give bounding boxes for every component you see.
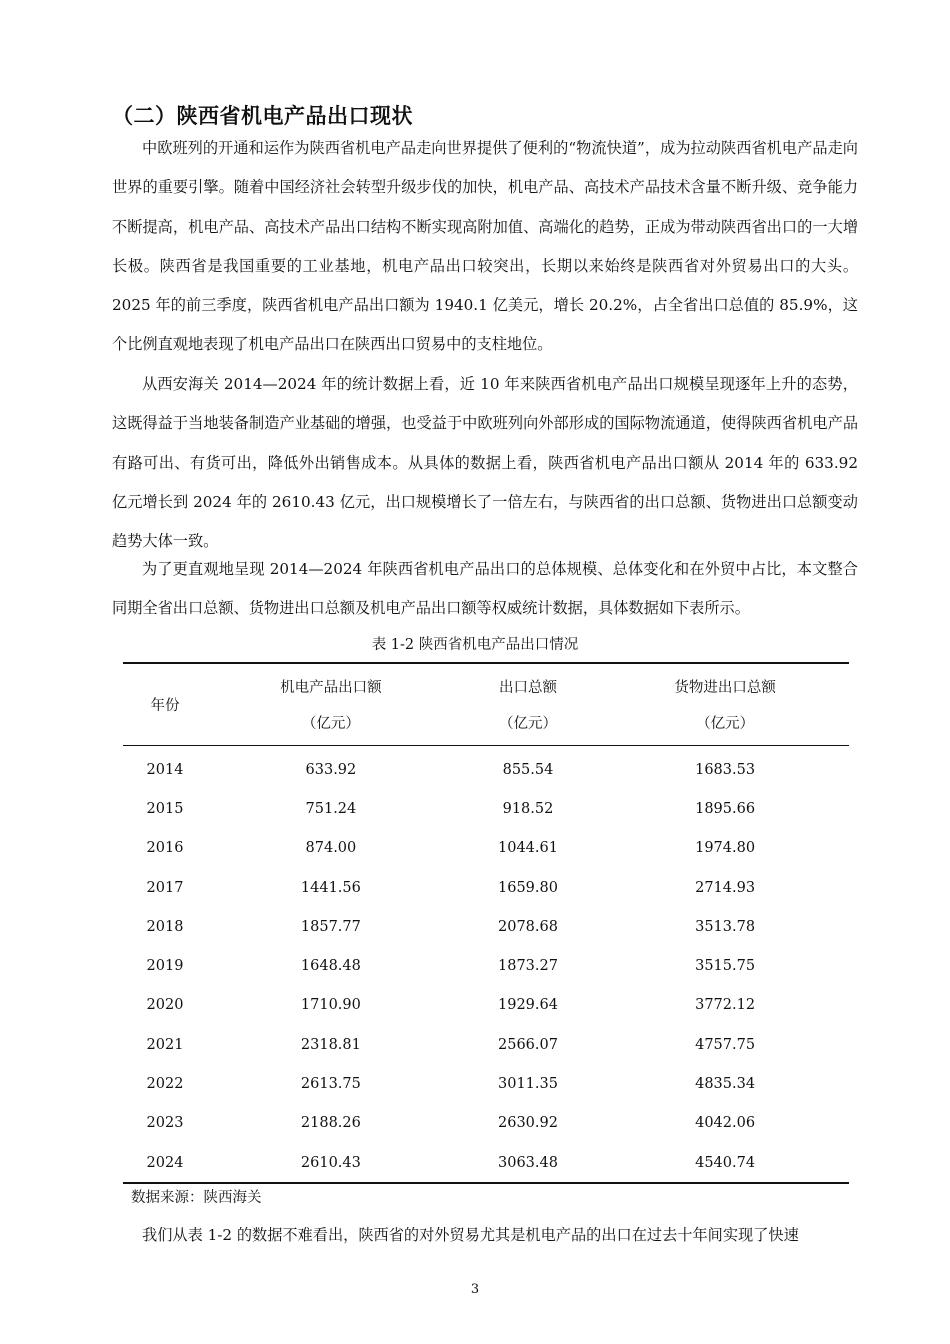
- cell-mech-export: 2188.26: [300, 1115, 361, 1132]
- table-body: [123, 746, 849, 1184]
- cell-total-trade: 4757.75: [695, 1036, 756, 1053]
- cell-mech-export: 1710.90: [300, 997, 361, 1014]
- cell-total-export: 918.52: [502, 800, 554, 817]
- cell-year: 2016: [146, 840, 184, 857]
- cell-year: 2023: [146, 1115, 184, 1132]
- cell-mech-export: 1441.56: [300, 879, 361, 896]
- cell-mech-export: 1857.77: [300, 918, 361, 935]
- header-total-export: 出口总额 （亿元）: [455, 663, 601, 746]
- table-row: [123, 868, 849, 907]
- header-mech-export: 机电产品出口额 （亿元）: [207, 663, 455, 746]
- cell-year: 2014: [146, 761, 184, 778]
- table-row: [123, 829, 849, 868]
- table-row: [123, 1025, 849, 1064]
- table-row: [123, 1104, 849, 1143]
- cell-year: 2019: [146, 958, 184, 975]
- cell-year: 2015: [146, 800, 184, 817]
- table-source: 数据来源：陕西海关: [131, 1190, 262, 1206]
- cell-mech-export: 751.24: [305, 800, 357, 817]
- cell-total-trade: 4540.74: [695, 1154, 756, 1171]
- cell-mech-export: 874.00: [305, 840, 357, 857]
- table-row: [123, 907, 849, 946]
- page-number: 3: [470, 1282, 480, 1297]
- cell-total-trade: 4042.06: [695, 1115, 756, 1132]
- paragraph-1: 中欧班列的开通和运作为陕西省机电产品走向世界提供了便利的“物流快道”，成为拉动陕西省机电产品走向世界的重要引擎。随着中国经济社会转型升级步伐的加快，机电产品、高技术产品技术含量不断升级、竞争能力不断提高，机电产品、高技术产品出口结构不断实现高附加值、高端化的趋势，正成为带动陕西省出口的一大增长极。陕西省是我国重要的工业基地，机电产品出口较突出，长期以来始终是陕西省对外贸易出口的大头。2025 年的前三季度，陕西省机电产品出口额为 1940.1 亿美元，增长 20.2%，占全省出口总值的 85.9%，这个比例直观地表现了机电产品出口在陕西出口贸易中的支柱地位。: [112, 139, 858, 354]
- cell-year: 2017: [146, 879, 184, 896]
- cell-total-export: 1659.80: [498, 879, 558, 896]
- table-row: [123, 746, 849, 790]
- header-unit: （亿元）: [301, 716, 360, 732]
- cell-total-trade: 4835.34: [695, 1076, 756, 1093]
- cell-total-export: 3063.48: [498, 1154, 558, 1171]
- header-year: 年份: [150, 698, 180, 714]
- cell-mech-export: 633.92: [305, 761, 357, 778]
- cell-year: 2021: [146, 1036, 184, 1053]
- cell-total-trade: 3515.75: [695, 958, 756, 975]
- cell-total-trade: 3772.12: [695, 997, 756, 1014]
- cell-total-export: 1044.61: [498, 840, 558, 857]
- cell-year: 2022: [146, 1076, 184, 1093]
- table-row: [123, 986, 849, 1025]
- header-total-trade: 货物进出口总额 （亿元）: [601, 663, 849, 746]
- cell-mech-export: 2318.81: [300, 1036, 361, 1053]
- cell-total-export: 3011.35: [498, 1076, 558, 1093]
- cell-mech-export: 2613.75: [300, 1076, 361, 1093]
- table-caption: 表 1-2 陕西省机电产品出口情况: [371, 637, 579, 653]
- cell-total-trade: 1974.80: [695, 840, 756, 857]
- cell-total-export: 1929.64: [498, 997, 558, 1014]
- cell-mech-export: 2610.43: [300, 1154, 361, 1171]
- paragraph-2: 从西安海关 2014—2024 年的统计数据上看，近 10 年来陕西省机电产品出口规模呈现逐年上升的态势，这既得益于当地装备制造产业基础的增强，也受益于中欧班列向外部形成的国际物流通道，使得陕西省机电产品有路可出、有货可出，降低外出销售成本。从具体的数据上看，陕西省机电产品出口额从 2014 年的 633.92 亿元增长到 2024 年的 2610.43 亿元，出口规模增长了一倍左右，与陕西省的出口总额、货物进出口总额变动趋势大体一致。: [112, 375, 858, 551]
- table-row: [123, 1064, 849, 1103]
- table-row: [123, 789, 849, 828]
- cell-total-export: 2078.68: [498, 918, 558, 935]
- paragraph-3: 为了更直观地呈现 2014—2024 年陕西省机电产品出口的总体规模、总体变化和在外贸中占比，本文整合同期全省出口总额、货物进出口总额及机电产品出口额等权威统计数据，具体数据如下表所示。: [112, 560, 858, 618]
- section-heading: （二）陕西省机电产品出口现状: [112, 104, 413, 128]
- paragraph-4: 我们从表 1-2 的数据不难看出，陕西省的对外贸易尤其是机电产品的出口在过去十年间实现了快速: [142, 1226, 799, 1244]
- cell-total-trade: 2714.93: [695, 879, 756, 896]
- data-table: [123, 662, 849, 1184]
- cell-total-export: 2630.92: [498, 1115, 558, 1132]
- table-row: [123, 946, 849, 985]
- header-unit: （亿元）: [696, 716, 755, 732]
- cell-year: 2024: [146, 1154, 184, 1171]
- table-row: [123, 1143, 849, 1183]
- cell-total-trade: 1683.53: [695, 761, 756, 778]
- cell-total-export: 2566.07: [498, 1036, 558, 1053]
- table-header-row: [123, 663, 849, 746]
- cell-total-export: 1873.27: [498, 958, 558, 975]
- cell-mech-export: 1648.48: [300, 958, 361, 975]
- cell-year: 2018: [146, 918, 184, 935]
- cell-total-trade: 1895.66: [695, 800, 756, 817]
- cell-total-trade: 3513.78: [695, 918, 756, 935]
- cell-year: 2020: [146, 997, 184, 1014]
- header-unit: （亿元）: [498, 716, 557, 732]
- cell-total-export: 855.54: [502, 761, 554, 778]
